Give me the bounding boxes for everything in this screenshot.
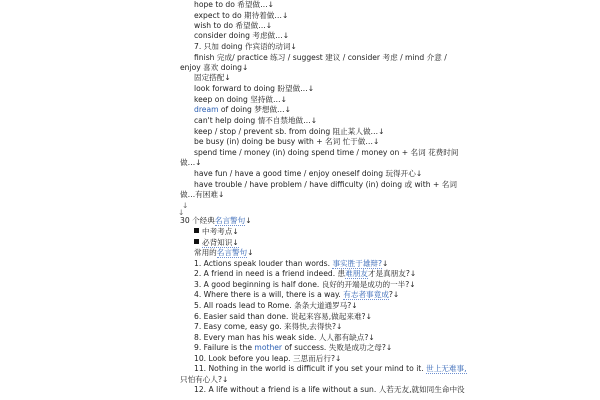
bullet-square-icon: [194, 239, 199, 244]
text-line: [194, 105, 291, 115]
quote-line: [194, 364, 467, 374]
text-line: have fun / have a good time / enjoy oneself doing 玩得开心↓: [194, 169, 423, 178]
sub-heading-link[interactable]: 名言警句: [216, 248, 248, 257]
text-line: keep on doing 坚持做…↓: [194, 95, 287, 104]
text-line: have trouble / have problem / have difficulty (in) doing 或 with + 名词: [194, 180, 457, 189]
quote-line: [194, 343, 392, 353]
text-line: spend time / money (in) doing spend time / money on + 名词 花费时间: [194, 148, 459, 157]
paragraph-mark: ↓: [182, 201, 189, 210]
text-line: be busy (in) doing be busy with + 名词 忙于做…↓: [194, 137, 380, 146]
text-line: finish 完成/ practice 练习 / suggest 建议 / consider 考虑 / mind 介意 /: [194, 53, 447, 62]
bullet-item: [194, 238, 239, 248]
quote-line: 5. All roads lead to Rome. 条条大道通罗马?↓: [194, 301, 358, 310]
text-line: consider doing 考虑做…↓: [194, 31, 290, 40]
quote-line: 8. Every man has his weak side. 人人都有缺点?↓: [194, 333, 375, 342]
quote-highlight: mother: [254, 343, 283, 352]
text-line: look forward to doing 盼望做…↓: [194, 84, 315, 93]
quote-end: ↓: [382, 259, 389, 268]
quote-link[interactable]: 世上无难事,: [426, 364, 467, 373]
text-line: expect to do 期待着做…↓: [194, 11, 289, 20]
quote-en: 1. Actions speak louder than words.: [194, 259, 333, 268]
quote-line: 10. Look before you leap. 三思而后行?↓: [194, 354, 342, 363]
paragraph-mark: ↓: [178, 208, 185, 217]
text-line: hope to do 希望做…↓: [194, 0, 275, 9]
quote-line: [194, 259, 388, 269]
quote-link[interactable]: 事实胜于雄辩?: [332, 259, 383, 268]
text-line: keep / stop / prevent sb. from doing 阻止某人做…↓: [194, 127, 385, 136]
bullet-text: 中考考点↓: [202, 227, 239, 236]
quote-en: 2. A friend in need is a friend indeed. 患: [194, 269, 346, 278]
text-line: 做…↓: [180, 158, 202, 167]
bullet-text: 必背知识↓: [202, 238, 239, 247]
text-line: wish to do 希望做…↓: [194, 21, 273, 30]
quote-end: 才是真朋友?↓: [367, 269, 417, 278]
quote-link[interactable]: 难朋友: [345, 269, 368, 278]
text-line: 固定搭配↓: [194, 73, 231, 82]
quote-line: 3. A good beginning is half done. 良好的开端是成功的一半?↓: [194, 280, 416, 289]
text-line: can't help doing 情不自禁地做…↓: [194, 116, 318, 125]
section-title: 7. 只加 doing 作宾语的动词↓: [194, 42, 297, 51]
dream-rest: of doing 梦想做…↓: [218, 105, 292, 114]
sub-heading: [194, 248, 254, 258]
quote-link[interactable]: 有志者事竟成: [343, 290, 389, 299]
dream-word: dream: [194, 105, 219, 114]
heading-line: [180, 216, 252, 226]
quote-line: 6. Easier said than done. 说起来容易,做起来难?↓: [194, 312, 372, 321]
quote-line: 12. A life without a friend is a life without a sun. 人若无友,就如同生命中没: [194, 385, 465, 394]
heading-link[interactable]: 名言警句: [214, 216, 246, 225]
quote-end: ?↓: [388, 290, 400, 299]
sub-heading-arrow: ↓: [247, 248, 254, 257]
quote-end: of success. 失败是成功之母?↓: [282, 343, 393, 352]
text-line: 做…有困难↓: [180, 190, 225, 199]
wrap-line: 只怕有心人?↓: [180, 375, 229, 384]
quote-en: 11. Nothing in the world is difficult if you set your mind to it.: [194, 364, 427, 373]
sub-heading-text: 常用的: [194, 248, 217, 257]
quote-en: 4. Where there is a will, there is a way.: [194, 290, 344, 299]
heading-text: 30 个经典: [180, 216, 215, 225]
text-line: enjoy 喜欢 doing↓: [180, 63, 249, 72]
bullet-square-icon: [194, 228, 199, 233]
quote-line: 7. Easy come, easy go. 来得快,去得快?↓: [194, 322, 343, 331]
quote-en: 9. Failure is the: [194, 343, 255, 352]
quote-line: [194, 269, 416, 279]
heading-arrow: ↓: [245, 216, 252, 225]
quote-line: [194, 290, 399, 300]
bullet-item: [194, 227, 239, 237]
